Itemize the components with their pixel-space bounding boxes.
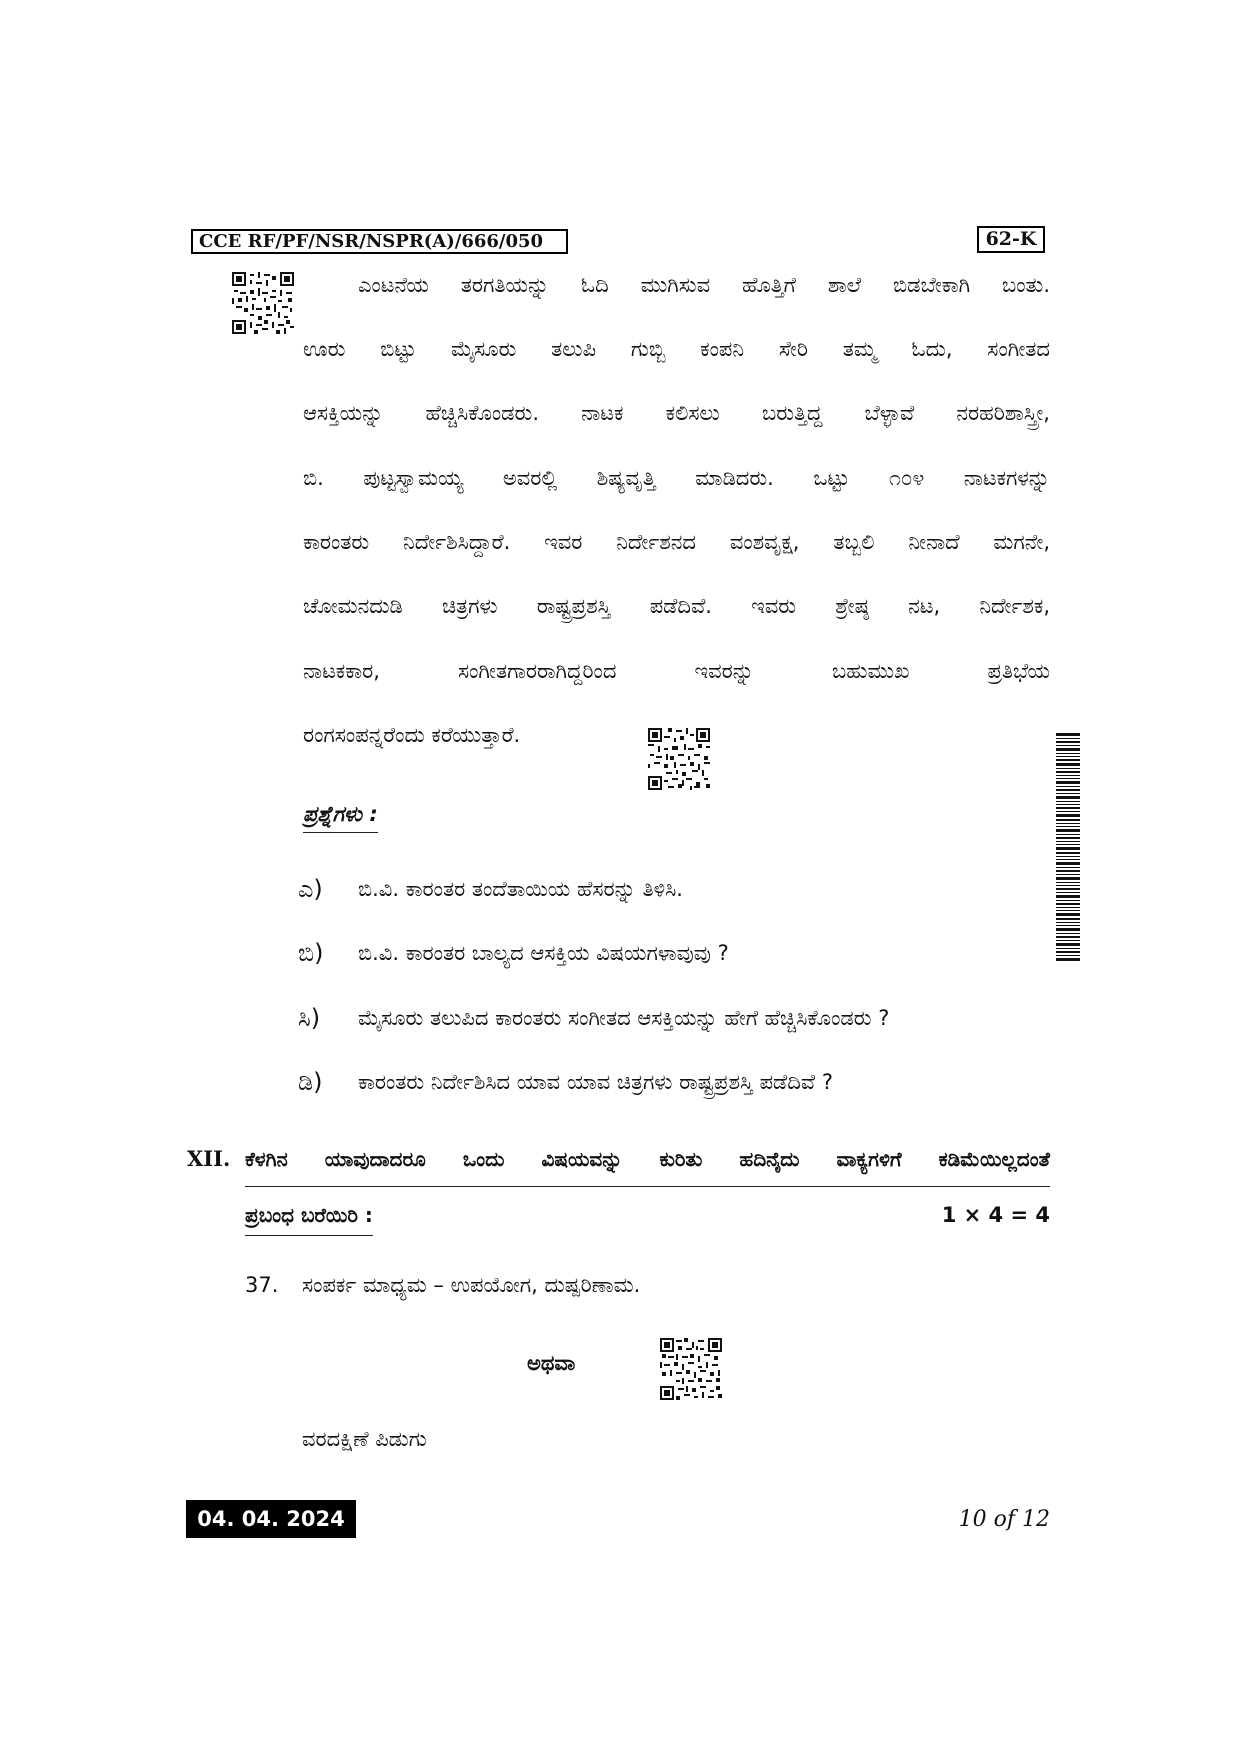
question-label: ಎ) xyxy=(298,875,323,903)
question-text: ಬಿ.ವಿ. ಕಾರಂತರ ಬಾಲ್ಯದ ಆಸಕ್ತಿಯ ವಿಷಯಗಳಾವುವು ? xyxy=(358,941,729,965)
essay-topic-2: ವರದಕ್ಷಿಣೆ ಪಿಡುಗು xyxy=(302,1427,427,1451)
qr-code-icon xyxy=(648,728,710,790)
question-text: ಕಾರಂತರು ನಿರ್ದೇಶಿಸಿದ ಯಾವ ಯಾವ ಚಿತ್ರಗಳು ರಾಷ್ಟ್ರಪ್ರಶಸ್ತಿ ಪಡೆದಿವೆ ? xyxy=(358,1070,833,1094)
or-separator: ಅಥವಾ xyxy=(527,1351,576,1375)
question-text: ಬಿ.ವಿ. ಕಾರಂತರ ತಂದೆತಾಯಿಯ ಹೆಸರನ್ನು ತಿಳಿಸಿ. xyxy=(358,877,683,901)
section-instruction: ಕೆಳಗಿನ ಯಾವುದಾದರೂ ಒಂದು ವಿಷಯವನ್ನು ಕುರಿತು ಹದಿನೈದು ವಾಕ್ಯಗಳಿಗೆ ಕಡಿಮೆಯಿಲ್ಲದಂತೆ xyxy=(245,1147,1050,1171)
questions-heading: ಪ್ರಶ್ನೆಗಳು : xyxy=(303,800,378,833)
passage-line: ರಂಗಸಂಪನ್ನರೆಂದು ಕರೆಯುತ್ತಾರೆ. xyxy=(303,723,521,747)
passage-line: ಎಂಟನೆಯ ತರಗತಿಯನ್ನು ಓದಿ ಮುಗಿಸುವ ಹೊತ್ತಿಗೆ ಶಾಲೆ ಬಿಡಬೇಕಾಗಿ ಬಂತು. xyxy=(358,273,1050,297)
section-number: XII. xyxy=(187,1146,231,1171)
date-badge: 04. 04. 2024 xyxy=(186,1500,356,1538)
passage-line: ಊರು ಬಿಟ್ಟು ಮೈಸೂರು ತಲುಪಿ ಗುಬ್ಬಿ ಕಂಪನಿ ಸೇರಿ ತಮ್ಮ ಓದು, ಸಂಗೀತದ xyxy=(303,337,1050,361)
passage-line: ಕಾರಂತರು ನಿರ್ದೇಶಿಸಿದ್ದಾರೆ. ಇವರ ನಿರ್ದೇಶನದ ವಂಶವೃಕ್ಷ, ತಬ್ಬಲಿ ನೀನಾದೆ ಮಗನೇ, xyxy=(303,530,1050,554)
section-instruction-cont: ಪ್ರಬಂಧ ಬರೆಯಿರಿ : xyxy=(245,1200,373,1236)
question-label: ಸಿ) xyxy=(298,1004,321,1032)
paper-code: 62-K xyxy=(977,226,1045,253)
passage-line: ಚೋಮನದುಡಿ ಚಿತ್ರಗಳು ರಾಷ್ಟ್ರಪ್ರಶಸ್ತಿ ಪಡೆದಿವೆ. ಇವರು ಶ್ರೇಷ್ಠ ನಟ, ನಿರ್ದೇಶಕ, xyxy=(303,594,1050,618)
marks-scheme: 1 × 4 = 4 xyxy=(941,1203,1050,1227)
essay-topic-1: ಸಂಪರ್ಕ ಮಾಧ್ಯಮ – ಉಪಯೋಗ, ದುಷ್ಪರಿಣಾಮ. xyxy=(302,1273,641,1297)
qr-code-icon xyxy=(660,1338,722,1400)
barcode-icon xyxy=(1056,733,1080,961)
question-text: ಮೈಸೂರು ತಲುಪಿದ ಕಾರಂತರು ಸಂಗೀತದ ಆಸಕ್ತಿಯನ್ನು ಹೇಗೆ ಹೆಚ್ಚಿಸಿಕೊಂಡರು ? xyxy=(358,1006,890,1030)
question-label: ಡಿ) xyxy=(298,1068,323,1096)
exam-code: CCE RF/PF/NSR/NSPR(A)/666/050 xyxy=(191,229,568,254)
section-divider xyxy=(245,1186,1050,1187)
question-label: ಬಿ) xyxy=(298,939,324,967)
passage-line: ಬಿ. ಪುಟ್ಟಸ್ವಾಮಯ್ಯ ಅವರಲ್ಲಿ ಶಿಷ್ಯವೃತ್ತಿ ಮಾಡಿದರು. ಒಟ್ಟು ೧೦೪ ನಾಟಕಗಳನ್ನು xyxy=(303,466,1050,490)
passage-line: ನಾಟಕಕಾರ, ಸಂಗೀತಗಾರರಾಗಿದ್ದರಿಂದ ಇವರನ್ನು ಬಹುಮುಖ ಪ್ರತಿಭೆಯ xyxy=(303,659,1050,683)
passage-line: ಆಸಕ್ತಿಯನ್ನು ಹೆಚ್ಚಿಸಿಕೊಂಡರು. ನಾಟಕ ಕಲಿಸಲು ಬರುತ್ತಿದ್ದ ಬೆಳ್ಳಾವೆ ನರಹರಿಶಾಸ್ತ್ರೀ, xyxy=(303,401,1050,425)
question-number: 37. xyxy=(245,1273,279,1297)
page-number: 10 of 12 xyxy=(958,1507,1050,1532)
qr-code-icon xyxy=(232,272,294,334)
